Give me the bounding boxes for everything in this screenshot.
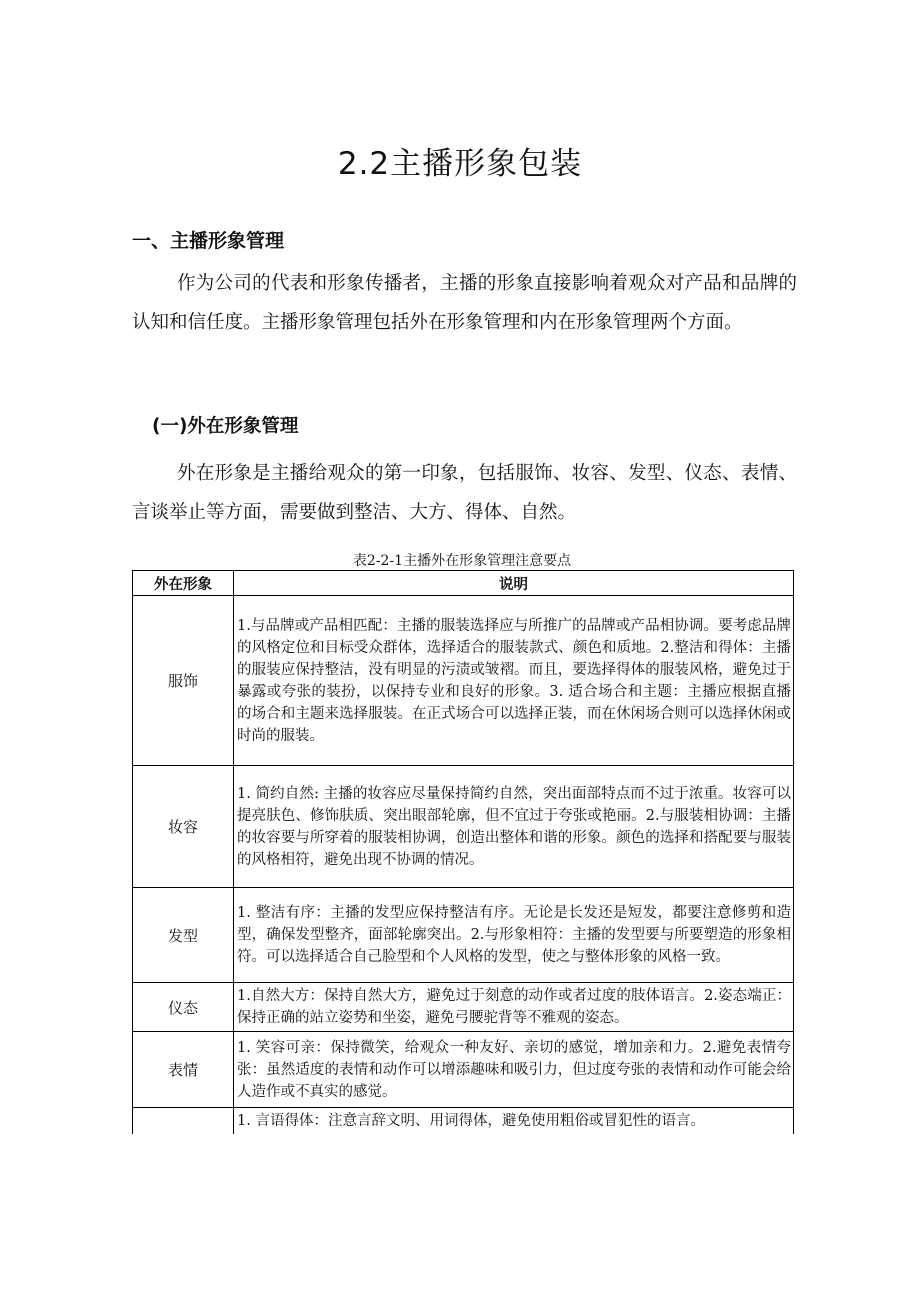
table-row	[133, 1032, 794, 1108]
intro-paragraph: 作为公司的代表和形象传播者，主播的形象直接影响着观众对产品和品牌的认知和信任度。主播形象管理包括外在形象管理和内在形象管理两个方面。	[132, 273, 797, 333]
header-description: 说明	[234, 571, 794, 596]
external-image-table	[132, 570, 794, 1134]
row-description: 1.自然大方：保持自然大方，避免过于刻意的动作或者过度的肢体语言。2.姿态端正：保持正确的站立姿势和坐姿，避免弓腰驼背等不雅观的姿态。	[234, 983, 794, 1032]
table-row	[133, 983, 794, 1032]
row-category: 表情	[133, 1032, 234, 1108]
row-description: 1. 简约自然: 主播的妆容应尽量保持简约自然，突出面部特点而不过于浓重。妆容可以提亮肤色、修饰肤质、突出眼部轮廓，但不宜过于夸张或艳丽。2.与服装相协调：主播的妆容要与所穿着的服装相协调，创造出整体和谐的形象。颜色的选择和搭配要与服装的风格相符，避免出现不协调的情况。	[234, 766, 794, 888]
table-row	[133, 888, 794, 983]
table-row	[133, 1108, 794, 1135]
row-description: 1. 言语得体：注意言辞文明、用词得体，避免使用粗俗或冒犯性的语言。	[234, 1108, 794, 1135]
row-category: 妆容	[133, 766, 234, 888]
subsection-heading-external-image: (一)外在形象管理	[152, 416, 299, 437]
table-caption: 表2-2-1主播外在形象管理注意要点	[352, 553, 572, 569]
table-row	[133, 596, 794, 766]
header-category: 外在形象	[133, 571, 234, 596]
page-title: 2.2主播形象包装	[337, 146, 583, 182]
row-description: 1.与品牌或产品相匹配：主播的服装选择应与所推广的品牌或产品相协调。要考虑品牌的风格定位和目标受众群体，选择适合的服装款式、颜色和质地。2.整洁和得体：主播的服装应保持整洁，没有明显的污渍或皱褶。而且，要选择得体的服装风格，避免过于暴露或夸张的装扮，以保持专业和良好的形象。3. 适合场合和主题：主播应根据直播的场合和主题来选择服装。在正式场合可以选择正装，而在休闲场合则可以选择休闲或时尚的服装。	[234, 596, 794, 766]
section-heading-image-management: 一、主播形象管理	[132, 230, 285, 252]
row-description: 1. 整洁有序：主播的发型应保持整洁有序。无论是长发还是短发，都要注意修剪和造型，确保发型整齐，面部轮廓突出。2.与形象相符：主播的发型要与所要塑造的形象相符。可以选择适合自己脸型和个人风格的发型，使之与整体形象的风格一致。	[234, 888, 794, 983]
row-description: 1. 笑容可亲：保持微笑，给观众一种友好、亲切的感觉，增加亲和力。2.避免表情夸张：虽然适度的表情和动作可以增添趣味和吸引力，但过度夸张的表情和动作可能会给人造作或不真实的感觉。	[234, 1032, 794, 1108]
row-category: 服饰	[133, 596, 234, 766]
row-category: 仪态	[133, 983, 234, 1032]
table-header-row	[133, 571, 794, 596]
external-image-paragraph: 外在形象是主播给观众的第一印象，包括服饰、妆容、发型、仪态、表情、言谈举止等方面，需要做到整洁、大方、得体、自然。	[132, 463, 797, 523]
row-category: 发型	[133, 888, 234, 983]
row-category	[133, 1108, 234, 1135]
table-row	[133, 766, 794, 888]
